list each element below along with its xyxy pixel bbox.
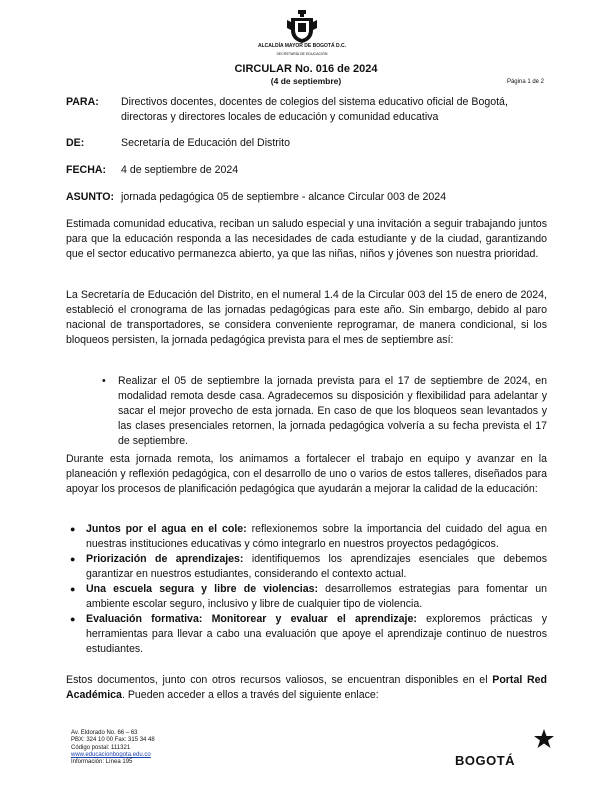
body-paragraph-resources xyxy=(66,673,547,703)
footer-contact xyxy=(71,730,155,766)
footer-info: Información: Línea 195 xyxy=(71,759,133,766)
workshop-text: exploremos prácticas y herramientas para llevar a cabo una evaluación que apoye el aprendizaje continuo de nuestros estudiantes. xyxy=(86,613,547,655)
field-para xyxy=(66,95,546,127)
resources-text-start: Estos documentos, junto con otros recursos valiosos, se encuentran disponibles en el xyxy=(66,674,493,686)
field-para-value: Directivos docentes, docentes de colegios del sistema educativo oficial de Bogotá, directoras y directores locales de educación y comunidad educativa xyxy=(121,96,508,123)
footer-address: Av. Eldorado No. 66 – 63 xyxy=(71,730,138,736)
coat-of-arms-icon xyxy=(287,10,317,44)
circular-date: (4 de septiembre) xyxy=(270,76,342,86)
footer-phones: PBX: 324 10 00 Fax: 315 34 48 xyxy=(71,737,155,744)
field-fecha-value: 4 de septiembre de 2024 xyxy=(121,164,239,176)
entity-name xyxy=(240,43,364,57)
body-paragraph-workshops-intro: Durante esta jornada remota, los animamos a fortalecer el trabajo en equipo y avanzar en la planeación y reflexión pedagógica, con el desarrollo de uno o varios de estos talleres, diseñados para apoyar los procesos de planificación pedagógica que ayudarán a mejorar la calidad de la educación: xyxy=(66,453,547,495)
field-de-value: Secretaría de Educación del Distrito xyxy=(121,137,290,149)
field-para-label: PARA: xyxy=(66,96,99,108)
workshop-text: reflexionemos sobre la importancia del cuidado del agua en nuestras instituciones educativas y cómo integrarlo en nuestros proyectos pedagógicos. xyxy=(86,523,547,550)
workshop-text: identifiquemos los aprendizajes esenciales que debemos garantizar en nuestros estudiantes, considerando el contexto actual. xyxy=(86,553,547,580)
footer-website-link[interactable]: www.educacionbogota.edu.co xyxy=(71,751,151,758)
workshop-list xyxy=(66,522,547,657)
list-item xyxy=(66,552,547,582)
field-de-label: DE: xyxy=(66,137,85,149)
field-asunto-value: jornada pedagógica 05 de septiembre - alcance Circular 003 de 2024 xyxy=(121,191,447,203)
schedule-list xyxy=(96,374,547,449)
field-fecha-label: FECHA: xyxy=(66,164,107,176)
brand-wordmark: BOGOTÁ xyxy=(455,753,516,768)
entity-title: ALCALDÍA MAYOR DE BOGOTÁ D.C. xyxy=(258,43,346,49)
body-paragraph-greeting: Estimada comunidad educativa, reciban un saludo especial y una invitación a seguir trabajando juntos para que la educación responda a las necesidades de cada estudiante y de la ciudad, garantizando que el sector educativo permanezca abierto, ya que las niñas, niños y jóvenes son nuestra prioridad. xyxy=(66,218,547,260)
list-item xyxy=(66,522,547,552)
workshop-text: desarrollemos estrategias para fomentar un ambiente escolar seguro, inclusivo y libre de cualquier tipo de violencia. xyxy=(86,583,547,610)
workshop-title: Priorización de aprendizajes: xyxy=(86,553,244,565)
list-item xyxy=(66,612,547,657)
page-indicator: Página 1 de 2 xyxy=(506,79,544,85)
footer-postal: Código postal: 111321 xyxy=(71,744,131,751)
field-asunto-label: ASUNTO: xyxy=(66,191,115,203)
resources-text-end: . Pueden acceder a ellos a través del siguiente enlace: xyxy=(121,689,379,701)
workshop-title: Una escuela segura y libre de violencias: xyxy=(86,583,319,595)
entity-subtitle: SECRETARÍA DE EDUCACIÓN xyxy=(276,52,328,56)
list-item: • Realizar el 05 de septiembre la jornada prevista para el 17 de septiembre de 2024, en modalidad remota desde casa. Agradecemos su disposición y flexibilidad para adelantar y sacar el mejor provecho de esta jornada. En caso de que los bloqueos sean levantados y las clases presenciales retornen, la jornada pedagógica volvería a su fecha prevista el 17 de septiembre. xyxy=(96,374,547,449)
star-icon xyxy=(533,728,555,750)
bogota-logo xyxy=(455,728,555,768)
body-paragraph-context: La Secretaría de Educación del Distrito, en el numeral 1.4 de la Circular 003 del 15 de enero de 2024, estableció el cronograma de las jornadas pedagógicas para este año. Sin embargo, debido al paro nacional de transportadores, se considera conveniente reprogramar, de manera condicional, si los bloqueos persisten, la jornada pedagógica prevista para el mes de septiembre así: xyxy=(66,289,547,346)
list-item xyxy=(66,582,547,612)
circular-title: CIRCULAR No. 016 de 2024 xyxy=(234,63,378,75)
workshop-title: Juntos por el agua en el cole: xyxy=(86,523,247,535)
portal-name: Portal Red Académica xyxy=(66,674,547,701)
workshop-title: Evaluación formativa: Monitorear y evaluar el aprendizaje: xyxy=(86,613,417,625)
